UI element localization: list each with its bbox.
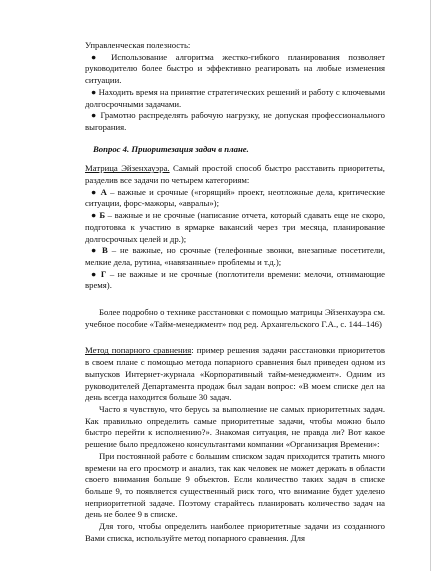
category-text: – не важные и не срочные (поглотители времени: мелочи, отнимающие время). — [85, 268, 386, 291]
benefit-item: ● Использование алгоритма жестко-гибкого планирования позволяет руководителю более быстро и эффективно реагировать на любые изменения ситуации. — [85, 51, 385, 86]
body-paragraph: Часто я чувствую, что берусь за выполнение не самых приоритетных задач. Как правильно определить самые приоритетные задачи, чтобы можно было быстро перейти к исполнению?». Знакомая ситуация, не правда ли? Вот какое решение было предложено консультантами компании «Организация Времени»: — [85, 403, 385, 450]
category-item: ● В – не важные, но срочные (телефонные звонки, внезапные посетители, мелкие дела, рутина, «навязанные» проблемы и т.д.); — [85, 245, 385, 267]
category-item: ● Б – важные и не срочные (написание отчета, который сдавать еще не скоро, подготовка к участию в ярмарке вакансий через три месяца, планирование долгосрочных целей и др.); — [85, 210, 385, 244]
category-letter: В — [101, 245, 108, 256]
matrix-intro: Самый простой способ быстро расставить приоритеты, разделив все задачи по четырем категориям: — [85, 163, 385, 186]
category-text: – важные и срочные («горящий» проект, неотложные дела, критические ситуации, форс-мажоры, «авралы»); — [85, 186, 385, 209]
section-heading: Вопрос 4. Приоритезация задач в плане. — [93, 143, 249, 154]
document-body — [85, 40, 385, 544]
category-letter: А — [100, 186, 107, 197]
category-letter: Б — [99, 210, 106, 221]
category-text: – важные и не срочные (написание отчета, который сдавать еще не скоро, подготовка к участию в ярмарке вакансий через три месяца, планирование долгосрочных целей и др.); — [85, 210, 385, 244]
matrix-paragraph — [85, 163, 385, 186]
more-info-paragraph: Более подробно о технике расстановки с помощью матрицы Эйзенхауэра см. учебное пособие «Тайм-менеджмент» под ред. Архангельского Г.А., с. 144–146) — [85, 307, 385, 329]
body-paragraph: Для того, чтобы определить наиболее приоритетные задачи из созданного Вами списка, используйте метод попарного сравнения. Для — [85, 521, 385, 543]
category-item: ● А – важные и срочные («горящий» проект, неотложные дела, критические ситуации, форс-мажоры, «авралы»); — [85, 186, 385, 209]
matrix-title: Матрица Эйзенхауэра. — [85, 163, 170, 174]
method-paragraph — [85, 345, 385, 404]
benefit-item: ● Находить время на принятие стратегических решений и работу с ключевыми долгосрочными задачами. — [85, 86, 385, 109]
body-paragraph: При постоянной работе с большим списком задач приходится тратить много времени на его просмотр и анализ, так как человек не может держать в области своего внимания больше 9 объектов. Если количество таких задач в списке больше 9, то появляется существенный риск того, что внимание будет уделено неприоритетной задаче. Поэтому старайтесь планировать количество задач на день не более 9 в списке. — [85, 450, 385, 520]
category-text: – не важные, но срочные (телефонные звонки, внезапные посетители, мелкие дела, рутина, «навязанные» проблемы и т.д.); — [85, 245, 385, 267]
benefit-item: ● Грамотно распределять рабочую нагрузку, не допуская профессионального выгорания. — [85, 110, 385, 132]
category-letter: Г — [100, 268, 107, 279]
category-item: ● Г – не важные и не срочные (поглотители времени: мелочи, отнимающие время). — [85, 268, 386, 291]
intro-title: Управленческая полезность: — [85, 40, 191, 50]
method-title: Метод попарного сравнения — [85, 345, 192, 356]
method-intro: : пример решения задачи расстановки приоритетов в своем плане с помощью метода попарного сравнения был приведен одном из выпусков Интернет-журнала «Корпоративный тайм-менеджмент». Одним из руководителей Департамента продаж был задан вопрос: «В моем списке дел на день всегда находится больше 30 задач. — [85, 345, 385, 403]
